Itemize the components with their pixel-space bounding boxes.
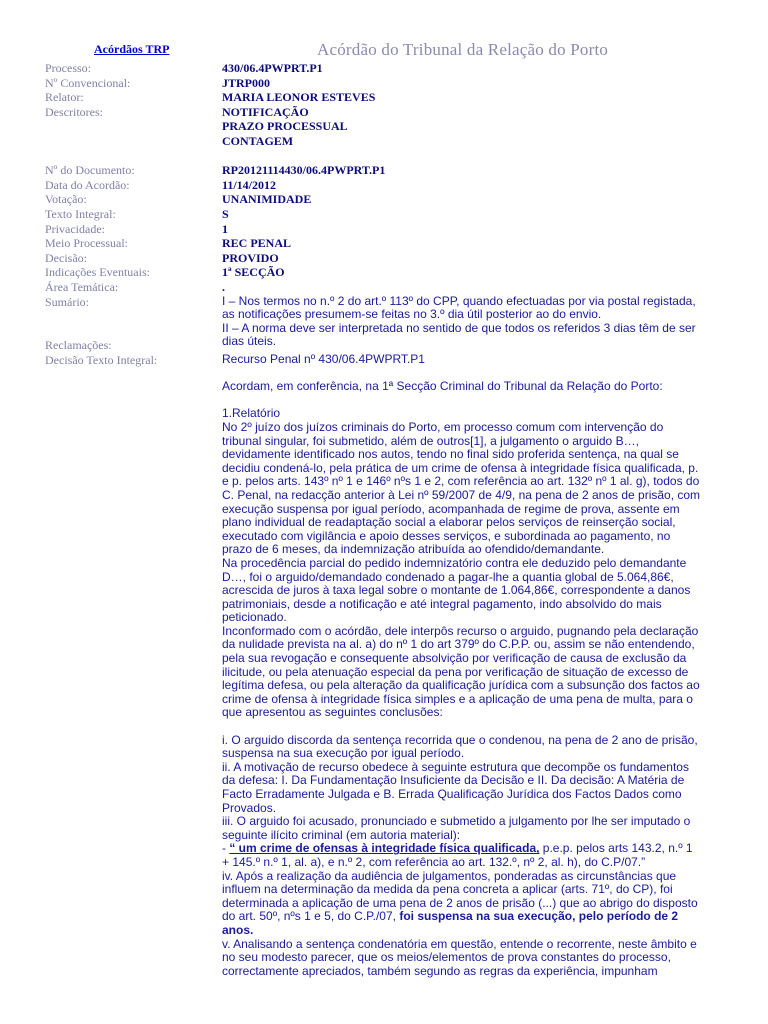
meta-value-line: 430/06.4PWPRT.P1 (222, 61, 323, 75)
sumario-line: dias úteis. (222, 334, 277, 349)
conclusion-iv-suspension (222, 910, 732, 924)
meta-row (45, 280, 745, 295)
text-line: decidiu condená-lo, pela prática de um crime de ofensa à integridade física qualificada, p. (222, 460, 699, 475)
text-line: ilicitude, ou pela atenuação especial da pena por verificação de situação de excesso de (222, 664, 689, 679)
text-line: suspensa na sua execução por igual período. (222, 746, 465, 761)
meta-value-line: REC PENAL (222, 236, 292, 251)
meta-row (45, 251, 745, 266)
sumario-line: as notificações presumem-se feitas no 3.º dia útil posterior ao do envio. (222, 307, 602, 322)
page-header (0, 40, 768, 62)
meta-value-line: UNANIMIDADE (222, 192, 312, 207)
text-line: da defesa: I. Da Fundamentação Insuficiente da Decisão e II. Da decisão: A Matéria de (222, 773, 685, 788)
meta-value (222, 265, 285, 280)
meta-row (45, 265, 745, 280)
text-line: iv. Após a realização da audiência de julgamentos, ponderadas as circunstâncias que (222, 868, 677, 883)
reclamacoes-label: Reclamações: (45, 338, 112, 352)
text-line: devidamente identificado nos autos, tendo no final sido proferida sentença, na qual se (222, 447, 679, 462)
paragraph-3 (222, 625, 732, 720)
sumario-label: Sumário: (45, 294, 89, 309)
meta-label: Meio Processual: (45, 236, 128, 251)
meta-row (45, 105, 745, 149)
text-line: D…, foi o arguido/demandado condenado a pagar-lhe a quantia global de 5.064,86€, (222, 569, 674, 584)
text-line: crime de ofensa à integridade física simples e a aplicação de uma pena de multa, para o (222, 691, 693, 706)
text-line: que apresentou as seguintes conclusões: (222, 705, 443, 720)
meta-value-line: 1ª SECÇÃO (222, 265, 285, 280)
text-line: iii. O arguido foi acusado, pronunciado e submetido a julgamento por lhe ser imputado o (222, 814, 691, 829)
text-line: patrimoniais, desde a notificação e até integral pagamento, indo absolvido do mais (222, 596, 662, 611)
meta-label (45, 149, 222, 164)
text-line: Inconformado com o acórdão, dele interpôs recurso o arguido, pugnando pela declaração (222, 623, 699, 638)
acordam-line: Acordam, em conferência, na 1ª Secção Criminal do Tribunal da Relação do Porto: (222, 379, 663, 394)
text-line: da nulidade prevista na al. a) do nº 1 do art 379º do C.P.P. ou, assim se não entendendo, (222, 637, 695, 652)
meta-label: Texto Integral: (45, 206, 116, 221)
text-line: v. Analisando a sentença condenatória em questão, entende o recorrente, neste âmbito e (222, 936, 697, 951)
recurso-line: Recurso Penal nº 430/06.4PWPRT.P1 (222, 352, 425, 366)
meta-row (45, 61, 745, 76)
sumario-line: II – A norma deve ser interpretada no sentido de que todos os referidos 3 dias têm de ser (222, 320, 696, 335)
meta-label: Privacidade: (45, 221, 105, 236)
meta-value-line: NOTIFICAÇÃO (222, 104, 309, 119)
meta-row (45, 222, 745, 237)
text-line: No 2º juízo dos juízos criminais do Porto, em processo comum com intervenção do (222, 419, 664, 434)
meta-value-line: PRAZO PROCESSUAL (222, 119, 348, 134)
meta-row (45, 163, 745, 178)
text-line: acrescida de juros à taxa legal sobre o montante de 1.064,86€, correspondente a danos (222, 583, 691, 598)
meta-value-line: PROVIDO (222, 250, 279, 265)
meta-label: Nº Convencional: (45, 75, 131, 90)
suspension-bold: foi suspensa na sua execução, pelo período de 2 (399, 909, 679, 924)
meta-row (45, 192, 745, 207)
conclusion-v (222, 938, 732, 979)
meta-label: Data do Acordão: (45, 177, 130, 192)
meta-label: Área Temática: (45, 279, 119, 294)
sumario-line: I – Nos termos no n.º 2 do art.º 113º do CPP, quando efectuadas por via postal registada, (222, 293, 696, 308)
charge-line (222, 842, 732, 856)
meta-label: Relator: (45, 90, 84, 105)
meta-label: Votação: (45, 192, 87, 207)
charge-rest: p.e.p. pelos arts 143.2, n.º 1 (539, 841, 693, 856)
meta-value (222, 163, 385, 178)
text-line: i. O arguido discorda da sentença recorrida que o condenou, na pena de 2 ano de prisão, (222, 732, 698, 747)
text-line: execução suspensa por igual período, acompanhada de regime de prova, assente em (222, 501, 680, 516)
meta-row (45, 76, 745, 91)
meta-value (222, 105, 348, 149)
meta-value-line: JTRP000 (222, 75, 270, 90)
text-line: prazo de 6 meses, da indemnização atribuída ao ofendido/demandante. (222, 542, 605, 557)
text-line: influem na determinação da medida da pena concreta a aplicar (arts. 71º, do CP), foi (222, 882, 673, 897)
meta-value-line: 1 (222, 221, 228, 236)
conclusion-ii (222, 761, 732, 815)
meta-value (222, 251, 279, 266)
meta-value-line: CONTAGEM (222, 133, 294, 148)
decision-full-text (222, 353, 732, 978)
conclusion-iv (222, 870, 732, 911)
conclusion-i (222, 734, 732, 761)
meta-value-line (222, 149, 225, 164)
meta-value (222, 149, 225, 164)
text-line: no seu modesto parecer, que os meios/elementos de prova constantes do processo, (222, 950, 671, 965)
text-line: ii. A motivação de recurso obedece à seguinte estrutura que decompõe os fundamentos (222, 759, 689, 774)
meta-value (222, 207, 229, 222)
meta-row (45, 90, 745, 105)
text-line: plano individual de readaptação social a elaborar pelos serviços de reinserção social, (222, 515, 676, 530)
meta-value (222, 192, 311, 207)
paragraph-1 (222, 421, 732, 557)
text-line: pela sua revogação e consequente absolvição por verificação de causa de exclusão da (222, 651, 687, 666)
meta-label: Descritores: (45, 104, 103, 119)
sumario-row (45, 295, 745, 349)
text-line: executado com vigilância e apoio desses serviços, e subordinada ao pagamento, no (222, 528, 671, 543)
text-line: Facto Erradamente Julgada e B. Errada Qualificação Jurídica dos Factos Dados como (222, 787, 682, 801)
meta-value (222, 76, 270, 91)
text-line: tribunal singular, foi submetido, além de outros[1], a julgamento o arguido B…, (222, 433, 639, 448)
meta-label: Processo: (45, 61, 91, 75)
charge-dash: - (222, 841, 230, 856)
suspension-last: anos. (222, 922, 254, 937)
decisao-texto-label: Decisão Texto Integral: (45, 353, 158, 367)
meta-value (222, 236, 291, 251)
text-line: correctamente apreciados, também segundo as regras da experiência, impunham (222, 963, 658, 978)
meta-label: Indicações Eventuais: (45, 265, 150, 280)
meta-value-line: MARIA LEONOR ESTEVES (222, 90, 376, 105)
meta-value-line: S (222, 206, 229, 221)
text-line: peticionado. (222, 610, 287, 625)
paragraph-2 (222, 557, 732, 625)
meta-value (222, 222, 228, 237)
meta-value-line: RP20121114430/06.4PWPRT.P1 (222, 163, 386, 178)
meta-row (45, 178, 745, 193)
meta-row (45, 236, 745, 251)
charge-bold: “ um crime de ofensas à integridade física qualificada, (229, 841, 540, 856)
meta-row (45, 149, 745, 164)
suspension-pre: do art. 50º, nºs 1 e 5, do C.P./07, (222, 909, 400, 924)
text-line: C. Penal, na redacção anterior à Lei nº 59/2007 de 4/9, na pena de 2 anos de prisão, com (222, 487, 701, 502)
meta-value (222, 280, 225, 295)
meta-value (222, 178, 276, 193)
page-title: Acórdão do Tribunal da Relação do Porto (317, 40, 609, 59)
text-line: seguinte ilícito criminal (em autoria material): (222, 827, 461, 842)
meta-label: Decisão: (45, 250, 87, 265)
meta-value (222, 90, 375, 105)
conclusion-iii (222, 815, 732, 842)
relatorio-title: 1.Relatório (222, 406, 281, 421)
charge-line-2: + 145.º n.º 1, al. a), e n.º 2, com referência ao art. 132.º, nº 2, al. h), do C.P/07.” (222, 854, 646, 869)
text-line: determinada a aplicação de uma pena de 2 anos de prisão (...) que ao abrigo do disposto (222, 895, 698, 910)
text-line: Provados. (222, 800, 277, 815)
meta-label: Nº do Documento: (45, 163, 135, 178)
meta-value-line: . (222, 279, 225, 294)
text-line: Na procedência parcial do pedido indemnizatório contra ele deduzido pelo demandante (222, 555, 687, 570)
meta-value-line: 11/14/2012 (222, 177, 277, 192)
sumario-text (222, 295, 696, 349)
text-line: e p. pelos arts. 143º nº 1 e 146º nºs 1 e 2, com referência ao art. 132º nº 1 al. g), todos do (222, 474, 700, 489)
text-line: legítima defesa, ou pela alteração da qualificação jurídica com a subsunção dos factos ao (222, 678, 700, 693)
metadata-table (45, 61, 745, 349)
acordaos-trp-link[interactable]: Acórdãos TRP (94, 42, 170, 56)
meta-value (222, 61, 323, 76)
meta-row (45, 207, 745, 222)
